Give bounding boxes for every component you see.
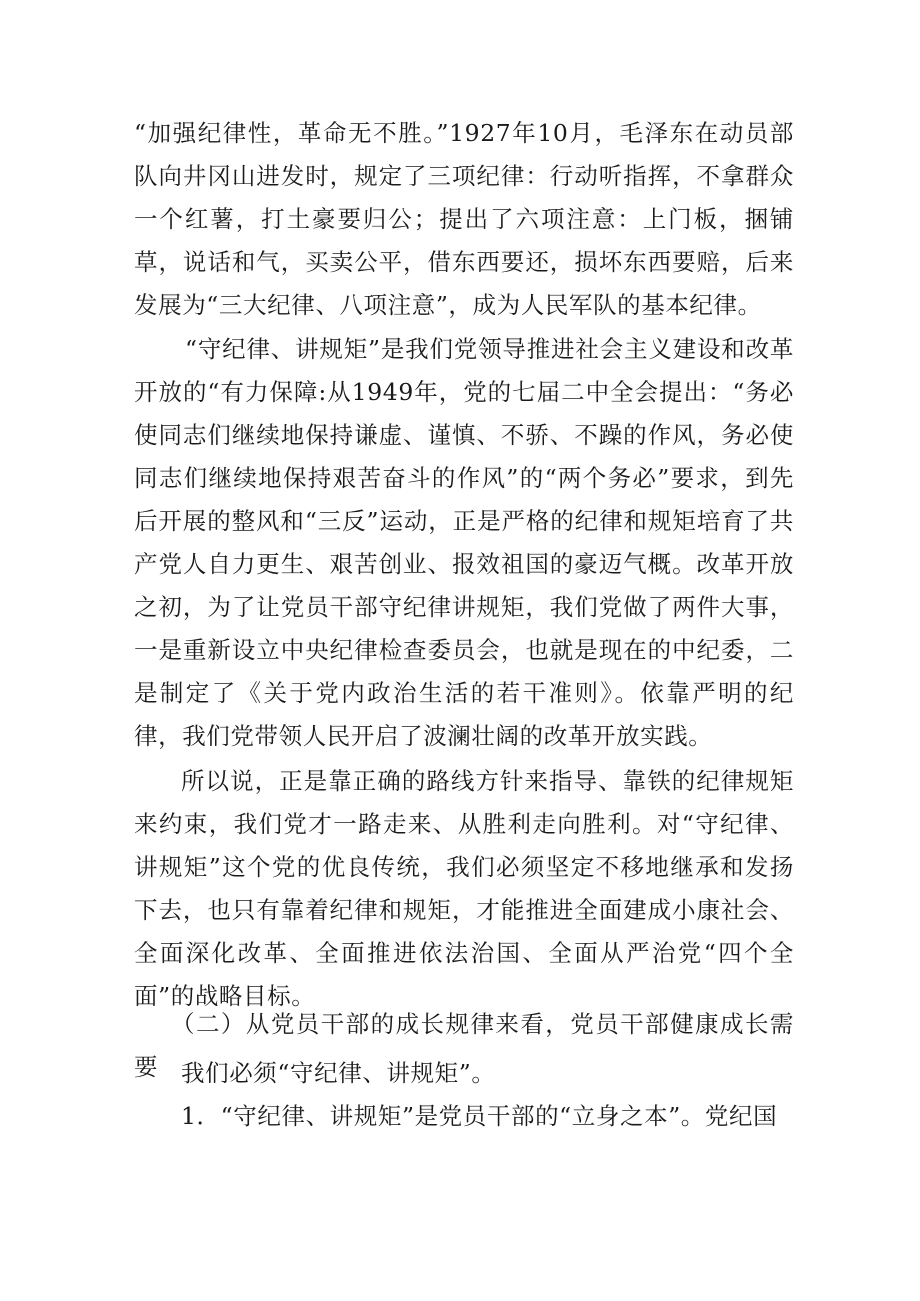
paragraph-reform-guarantee: “守纪律、讲规矩”是我们党领导推进社会主义建设和改革开放的“有力保障:从1949年，党的七届二中全会提出：“务必使同志们继续地保持谦虚、谨慎、不骄、不躁的作风，务必使同志们继续地保持艰苦奋斗的作风”的“两个务必”要求，到先后开展的整风和“三反”运动，正是严格的纪律和规矩培育了共产党人自力更生、艰苦创业、报效祖国的豪迈气概。改革开放之初，为了让党员干部守纪律讲规矩，我们党做了两件大事，一是重新设立中央纪律检查委员会，也就是现在的中纪委，二是制定了《关于党内政治生活的若干准则》。依靠严明的纪律，我们党带领人民开启了波澜壮阔的改革开放实践。 xyxy=(134,335,794,750)
paragraph-must-follow: 我们必须“守纪律、讲规矩”。 xyxy=(181,1059,496,1087)
paragraph-point-one: 1．“守纪律、讲规矩”是党员干部的“立身之本”。党纪国 xyxy=(181,1102,778,1130)
paragraph-conclusion: 所以说，正是靠正确的路线方针来指导、靠铁的纪律规矩来约束，我们党才一路走来、从胜利走向胜利。对“守纪律、讲规矩”这个党的优良传统，我们必须坚定不移地继承和发扬下去，也只有靠着纪律和规矩，才能推进全面建成小康社会、全面深化改革、全面推进依法治国、全面从严治党“四个全面”的战略目标。 xyxy=(134,767,794,1010)
section-heading-two: （二）从党员干部的成长规律来看，党员干部健康成长需要 xyxy=(134,1010,794,1081)
paragraph-discipline-history: “加强纪律性，革命无不胜。”1927年10月，毛泽东在动员部队向井冈山进发时，规定了三项纪律：行动听指挥，不拿群众一个红薯，打土豪要归公；提出了六项注意：上门板，捆铺草，说话和气，买卖公平，借东西要还，损坏东西要赔，后来发展为“三大纪律、八项注意”，成为人民军队的基本纪律。 xyxy=(134,119,794,319)
